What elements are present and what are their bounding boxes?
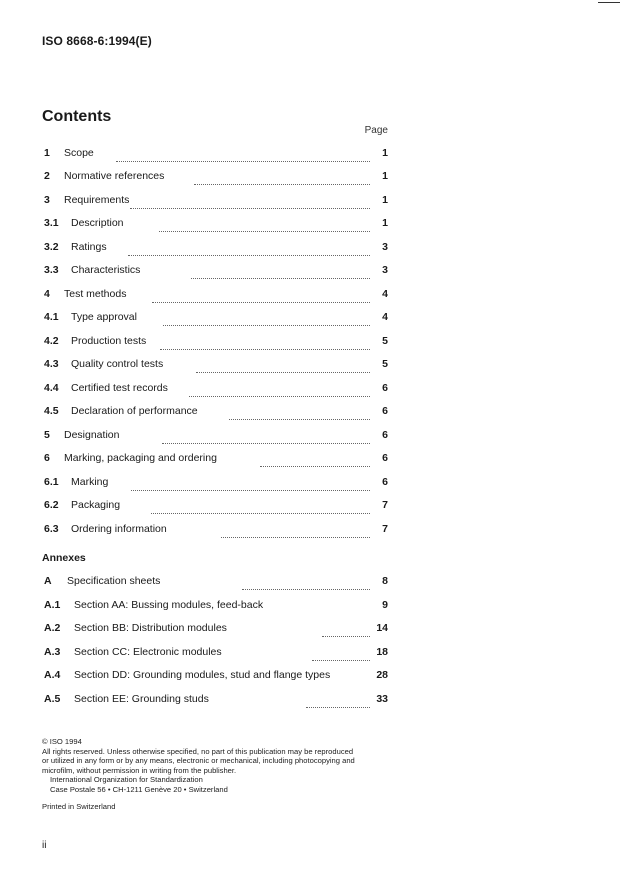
entry-number: 6.2 — [44, 499, 59, 511]
dot-leader — [221, 523, 370, 538]
entry-title: Test methods — [64, 288, 127, 300]
annex-entry — [44, 693, 388, 709]
printed-in: Printed in Switzerland — [42, 801, 116, 811]
entry-title: Certified test records — [71, 382, 168, 394]
entry-page-number: 28 — [376, 669, 388, 681]
contents-title: Contents — [42, 108, 112, 125]
dot-leader — [130, 194, 370, 209]
entry-title: Section CC: Electronic modules — [74, 646, 222, 658]
dot-leader — [322, 622, 370, 637]
entry-number: A.2 — [44, 622, 61, 634]
rights-statement: or utilized in any form or by any means, electronic or mechanical, including photocopying and — [42, 756, 355, 766]
annex-entry — [44, 599, 388, 615]
document-id: ISO 8668-6:1994(E) — [42, 34, 152, 48]
entry-number: 3.2 — [44, 241, 59, 253]
copyright-block — [42, 737, 392, 811]
entry-title: Description — [71, 217, 124, 229]
dot-leader — [162, 429, 370, 444]
entry-page-number: 18 — [376, 646, 388, 658]
entry-number: 6.3 — [44, 523, 59, 535]
toc-entry — [44, 241, 388, 257]
entry-title: Section DD: Grounding modules, stud and flange types — [74, 669, 331, 681]
entry-page-number: 1 — [382, 217, 388, 229]
toc-entry — [44, 311, 388, 327]
dot-leader — [306, 693, 370, 708]
page-column-label: Page — [364, 125, 388, 136]
entry-number: 4.2 — [44, 335, 59, 347]
dot-leader — [189, 382, 370, 397]
entry-page-number: 8 — [382, 575, 388, 587]
entry-page-number: 1 — [382, 194, 388, 206]
entry-title: Normative references — [64, 170, 165, 182]
dot-leader — [260, 452, 370, 467]
toc-entry — [44, 194, 388, 210]
entry-title: Declaration of performance — [71, 405, 198, 417]
entry-page-number: 33 — [376, 693, 388, 705]
copyright-line: © ISO 1994 — [42, 737, 82, 746]
toc-entry — [44, 288, 388, 304]
entry-page-number: 4 — [382, 288, 388, 300]
entry-number: A.4 — [44, 669, 61, 681]
rights-statement: microfilm, without permission in writing from the publisher. — [42, 765, 237, 775]
toc-entry — [44, 476, 388, 492]
dot-leader — [131, 476, 370, 491]
entry-title: Quality control tests — [71, 358, 164, 370]
entry-title: Type approval — [71, 311, 137, 323]
entry-page-number: 6 — [382, 476, 388, 488]
entry-page-number: 1 — [382, 170, 388, 182]
dot-leader — [163, 311, 370, 326]
toc-entry — [44, 499, 388, 515]
entry-page-number: 7 — [382, 499, 388, 511]
annex-entry — [44, 646, 388, 662]
organization-address: Case Postale 56 • CH-1211 Genève 20 • Switzerland — [50, 784, 228, 794]
annex-entry — [44, 669, 388, 685]
dot-leader — [151, 499, 370, 514]
toc-entry — [44, 382, 388, 398]
entry-title: Requirements — [64, 194, 130, 206]
entry-title: Ratings — [71, 241, 107, 253]
entry-number: 3.3 — [44, 264, 59, 276]
entry-number: 4 — [44, 288, 50, 300]
toc-entry — [44, 217, 388, 233]
toc-entry — [44, 405, 388, 421]
entry-page-number: 6 — [382, 429, 388, 441]
toc-entry — [44, 147, 388, 163]
toc-entry — [44, 335, 388, 351]
entry-number: 5 — [44, 429, 50, 441]
toc-entry — [44, 358, 388, 374]
entry-title: Packaging — [71, 499, 121, 511]
entry-page-number: 6 — [382, 452, 388, 464]
dot-leader — [160, 335, 370, 350]
dot-leader — [196, 358, 370, 373]
toc-entry — [44, 264, 388, 280]
dot-leader — [159, 217, 370, 232]
dot-leader — [128, 241, 370, 256]
entry-page-number: 3 — [382, 241, 388, 253]
entry-title: Scope — [64, 147, 94, 159]
dot-leader — [242, 575, 370, 590]
entry-title: Section BB: Distribution modules — [74, 622, 227, 634]
entry-page-number: 9 — [382, 599, 388, 611]
entry-title: Marking, packaging and ordering — [64, 452, 217, 464]
entry-number: 1 — [44, 147, 50, 159]
entry-title: Section AA: Bussing modules, feed-back — [74, 599, 264, 611]
toc-entry — [44, 452, 388, 468]
entry-number: 4.5 — [44, 405, 59, 417]
entry-number: 3 — [44, 194, 50, 206]
corner-mark — [598, 2, 620, 3]
entry-title: Designation — [64, 429, 120, 441]
rights-statement: All rights reserved. Unless otherwise specified, no part of this publication may be reproduced — [42, 746, 354, 756]
entry-title: Characteristics — [71, 264, 141, 276]
entry-title: Specification sheets — [67, 575, 161, 587]
toc-entry — [44, 170, 388, 186]
entry-page-number: 5 — [382, 335, 388, 347]
toc-entry — [44, 429, 388, 445]
entry-page-number: 5 — [382, 358, 388, 370]
entry-number: 4.4 — [44, 382, 59, 394]
entry-page-number: 1 — [382, 147, 388, 159]
entry-page-number: 3 — [382, 264, 388, 276]
annex-entry — [44, 622, 388, 638]
entry-page-number: 7 — [382, 523, 388, 535]
organization-name: International Organization for Standardization — [50, 775, 203, 785]
entry-page-number: 14 — [376, 622, 388, 634]
page-folio: ii — [42, 840, 47, 851]
dot-leader — [116, 147, 370, 162]
entry-number: A — [44, 575, 52, 587]
entry-number: 6 — [44, 452, 50, 464]
dot-leader — [229, 405, 370, 420]
dot-leader — [312, 646, 370, 661]
toc-entry — [44, 523, 388, 539]
entry-number: A.5 — [44, 693, 61, 705]
entry-number: 3.1 — [44, 217, 59, 229]
entry-number: 6.1 — [44, 476, 59, 488]
entry-title: Marking — [71, 476, 109, 488]
entry-title: Section EE: Grounding studs — [74, 693, 209, 705]
entry-number: 4.3 — [44, 358, 59, 370]
annex-entry — [44, 575, 388, 591]
entry-number: A.3 — [44, 646, 61, 658]
entry-page-number: 6 — [382, 405, 388, 417]
entry-number: 4.1 — [44, 311, 59, 323]
entry-number: 2 — [44, 170, 50, 182]
annexes-heading: Annexes — [42, 552, 86, 564]
dot-leader — [194, 170, 370, 185]
entry-number: A.1 — [44, 599, 61, 611]
entry-title: Production tests — [71, 335, 147, 347]
entry-title: Ordering information — [71, 523, 167, 535]
dot-leader — [152, 288, 370, 303]
dot-leader — [191, 264, 370, 279]
entry-page-number: 4 — [382, 311, 388, 323]
entry-page-number: 6 — [382, 382, 388, 394]
